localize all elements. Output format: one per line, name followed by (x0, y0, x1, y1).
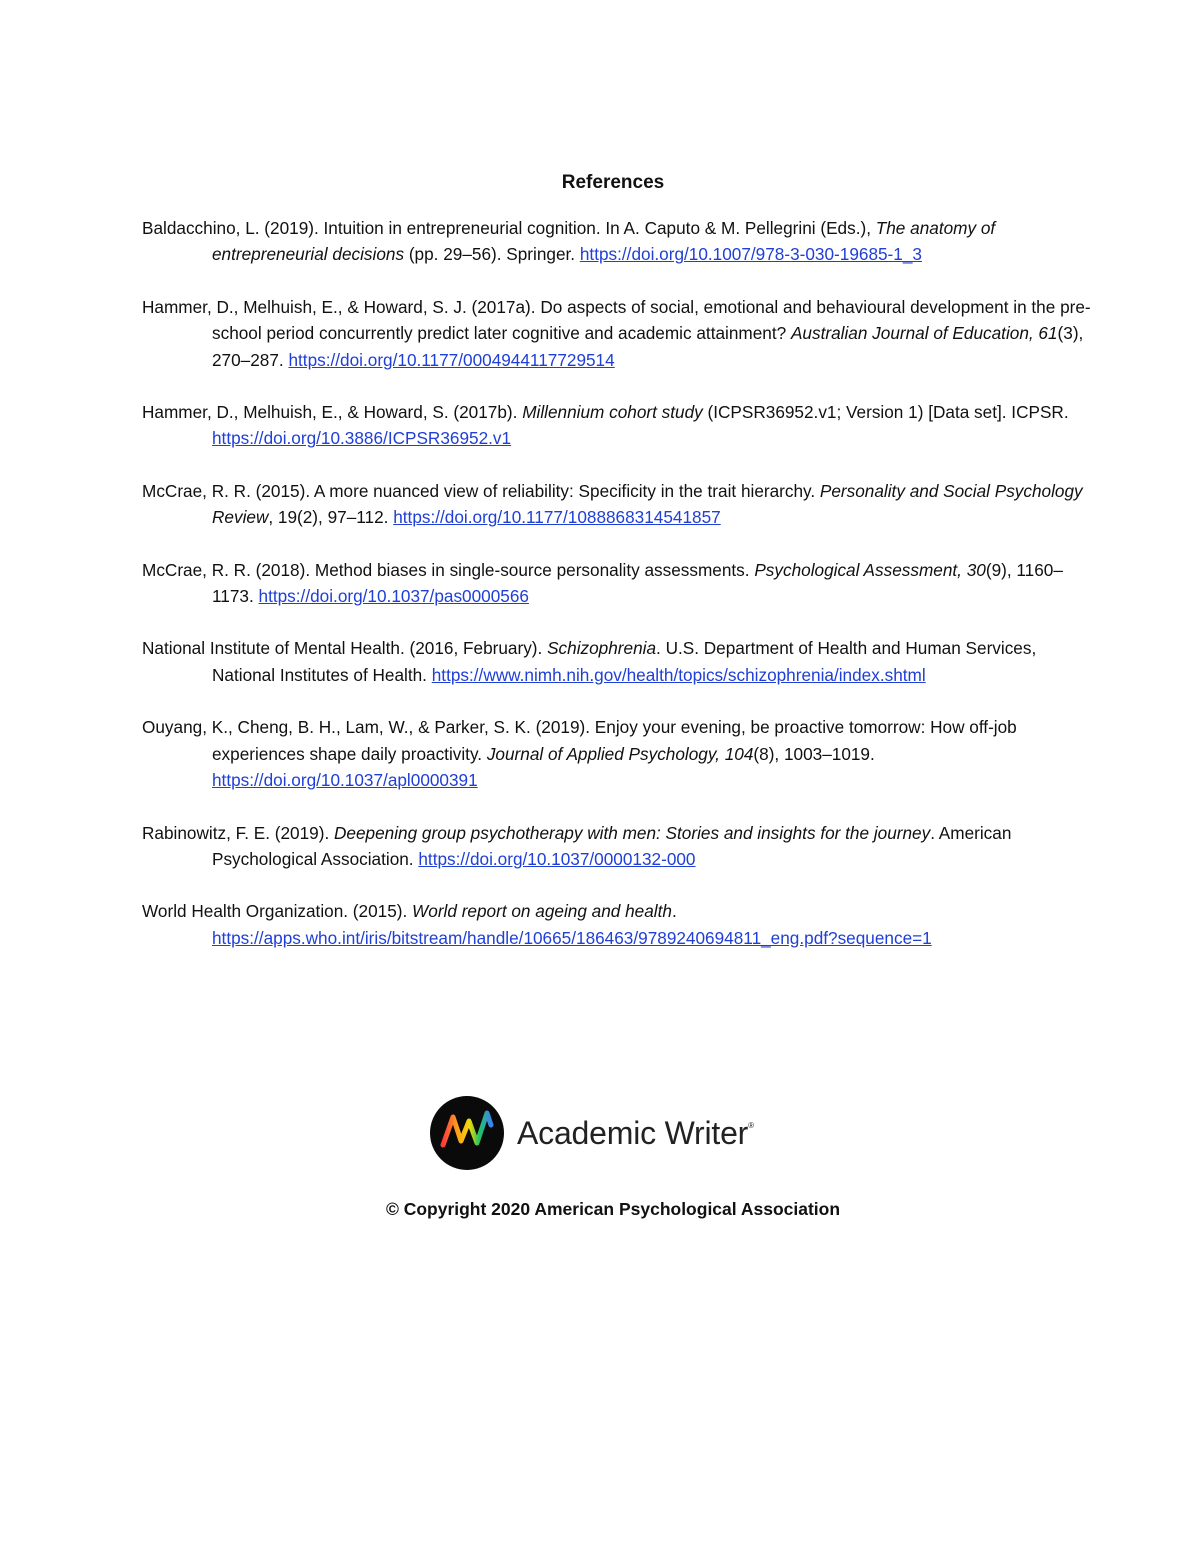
reference-link[interactable]: https://doi.org/10.1037/0000132-000 (418, 848, 696, 869)
reference-text: Ouyang, K., Cheng, B. H., Lam, W., & Parker, S. K. (2019). Enjoy your evening, be proactive tomorrow: How off-job experiences shape daily proactivity. (142, 717, 1017, 764)
reference-text: (pp. 29–56). Springer. (404, 244, 580, 265)
reference-title: Personality and Social Psychology Review (212, 480, 1083, 528)
reference-entry (142, 820, 1092, 873)
reference-text: World Health Organization. (2015). (142, 901, 413, 922)
reference-title: World report on ageing and health (412, 901, 672, 922)
reference-text: Rabinowitz, F. E. (2019). (142, 822, 335, 843)
reference-title: Australian Journal of Education, 61 (790, 323, 1058, 344)
reference-entry (142, 635, 1092, 688)
reference-text: . U.S. Department of Health and Human Services, National Institutes of Health. (212, 638, 1037, 685)
reference-entry (142, 898, 1092, 951)
reference-entry (142, 399, 1092, 452)
academic-writer-logo (429, 1095, 754, 1171)
reference-link[interactable]: https://doi.org/10.1037/pas0000566 (258, 586, 529, 607)
reference-list (142, 215, 1092, 977)
reference-text: Hammer, D., Melhuish, E., & Howard, S. J. (2017a). Do aspects of social, emotional and behavioural development in the pre-school period concurrently predict later cognitive and academic attainment? (142, 296, 1091, 344)
reference-link[interactable]: https://doi.org/10.1177/0004944117729514 (288, 349, 615, 370)
reference-text: Baldacchino, L. (2019). Intuition in entrepreneurial cognition. In A. Caputo & M. Pellegrini (Eds.), (142, 218, 876, 238)
reference-text: . (671, 901, 677, 922)
reference-link[interactable]: https://apps.who.int/iris/bitstream/handle/10665/186463/9789240694811_eng.pdf?sequence=1 (212, 927, 932, 948)
page-title: References (561, 172, 665, 193)
copyright-notice: © Copyright 2020 American Psychological Association (385, 1199, 841, 1219)
reference-text: National Institute of Mental Health. (2016, February). (142, 638, 548, 659)
reference-link[interactable]: https://doi.org/10.1037/apl0000391 (212, 770, 478, 791)
reference-entry (142, 215, 1092, 268)
reference-title: Deepening group psychotherapy with men: Stories and insights for the journey (334, 822, 931, 843)
reference-link[interactable]: https://doi.org/10.1007/978-3-030-19685-1_3 (579, 244, 922, 265)
reference-title: Schizophrenia (547, 638, 657, 659)
reference-text: McCrae, R. R. (2015). A more nuanced view of reliability: Specificity in the trait hierarchy. (142, 480, 820, 501)
reference-text: McCrae, R. R. (2018). Method biases in single-source personality assessments. (142, 559, 755, 580)
reference-entry (142, 478, 1092, 531)
reference-link[interactable]: https://doi.org/10.1177/1088868314541857 (393, 507, 721, 528)
reference-text: (9), 1160–1173. (212, 559, 1063, 607)
reference-entry (142, 557, 1092, 610)
reference-title: Journal of Applied Psychology, 104 (486, 743, 754, 764)
reference-link[interactable]: https://www.nimh.nih.gov/health/topics/schizophrenia/index.shtml (431, 664, 926, 685)
reference-text: , 19(2), 97–112. (268, 507, 394, 528)
aw-logo-icon (429, 1095, 505, 1171)
reference-text: . American Psychological Association. (212, 822, 1012, 869)
reference-entry (142, 714, 1092, 793)
reference-link[interactable]: https://doi.org/10.3886/ICPSR36952.v1 (212, 428, 512, 449)
reference-entry (142, 294, 1092, 373)
reference-title: Psychological Assessment, 30 (754, 559, 986, 580)
logo-wordmark: Academic Writer® (517, 1114, 754, 1151)
reference-text: (8), 1003–1019. (753, 743, 875, 764)
reference-text: (ICPSR36952.v1; Version 1) [Data set]. ICPSR. (702, 402, 1069, 423)
reference-text: (3), 270–287. (212, 323, 1084, 370)
reference-title: The anatomy of entrepreneurial decisions (212, 218, 996, 265)
reference-title: Millennium cohort study (522, 402, 703, 423)
reference-text: Hammer, D., Melhuish, E., & Howard, S. (2017b). (142, 402, 523, 423)
